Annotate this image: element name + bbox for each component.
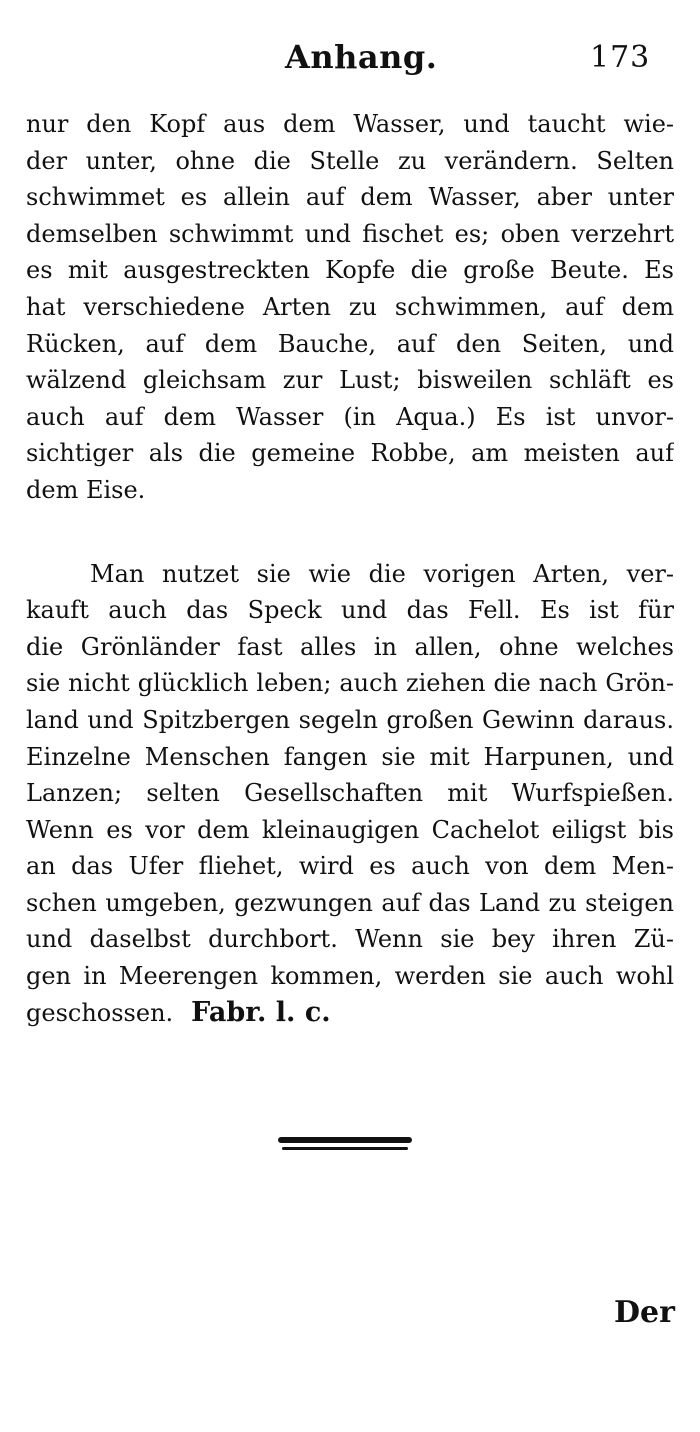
section-divider-rule [278, 1137, 412, 1143]
text-line: Einzelne Menschen fangen sie mit Harpunen, und [26, 742, 674, 771]
text-line: Man nutzet sie wie die vorigen Arten, ver- [90, 559, 674, 588]
text-line: und daselbst durchbort. Wenn sie bey ihren Zü- [26, 925, 674, 954]
text-line: dem Eise. [26, 475, 146, 504]
text-line: gen in Meerengen kommen, werden sie auch wohl [26, 962, 674, 991]
text-line: an das Ufer fliehet, wird es auch von dem Men- [26, 852, 674, 881]
text-line: die Grönländer fast alles in allen, ohne welches [26, 632, 674, 661]
text-line: sichtiger als die gemeine Robbe, am meisten auf [26, 439, 674, 468]
text-line: geschossen. [26, 998, 174, 1027]
citation: Fabr. l. c. [191, 996, 331, 1028]
text-line: schwimmet es allein auf dem Wasser, aber unter [26, 183, 674, 212]
text-line: Rücken, auf dem Bauche, auf den Seiten, und [26, 329, 674, 358]
text-line: schen umgeben, gezwungen auf das Land zu steigen [26, 888, 674, 917]
text-line: es mit ausgestreckten Kopfe die große Beute. Es [26, 256, 674, 285]
paragraph-1 [26, 106, 674, 509]
page-number: 173 [590, 40, 651, 75]
text-line: der unter, ohne die Stelle zu verändern. Selten [26, 146, 674, 175]
text-line: demselben schwimmt und fischet es; oben verzehrt [26, 219, 674, 248]
text-line: Wenn es vor dem kleinaugigen Cachelot eiligst bis [26, 815, 674, 844]
text-line: nur den Kopf aus dem Wasser, und taucht wie- [26, 110, 674, 138]
text-line: sie nicht glücklich leben; auch ziehen die nach Grön- [26, 669, 674, 698]
running-head [0, 38, 700, 88]
text-line: wälzend gleichsam zur Lust; bisweilen schläft es [26, 366, 674, 395]
text-line: kauft auch das Speck und das Fell. Es ist für [26, 596, 674, 625]
section-title: Anhang. [285, 38, 438, 76]
text-line: auch auf dem Wasser (in Aqua.) Es ist unvor- [26, 402, 674, 431]
text-line: hat verschiedene Arten zu schwimmen, auf dem [26, 292, 674, 321]
text-line-with-citation [26, 995, 674, 1032]
text-line: Lanzen; selten Gesellschaften mit Wurfspießen. [26, 779, 674, 808]
text-line: land und Spitzbergen segeln großen Gewinn daraus. [26, 705, 674, 734]
paragraph-gap [26, 509, 674, 556]
body-text [26, 106, 674, 1031]
catchword: Der [614, 1295, 675, 1330]
paragraph-2 [26, 556, 674, 1032]
